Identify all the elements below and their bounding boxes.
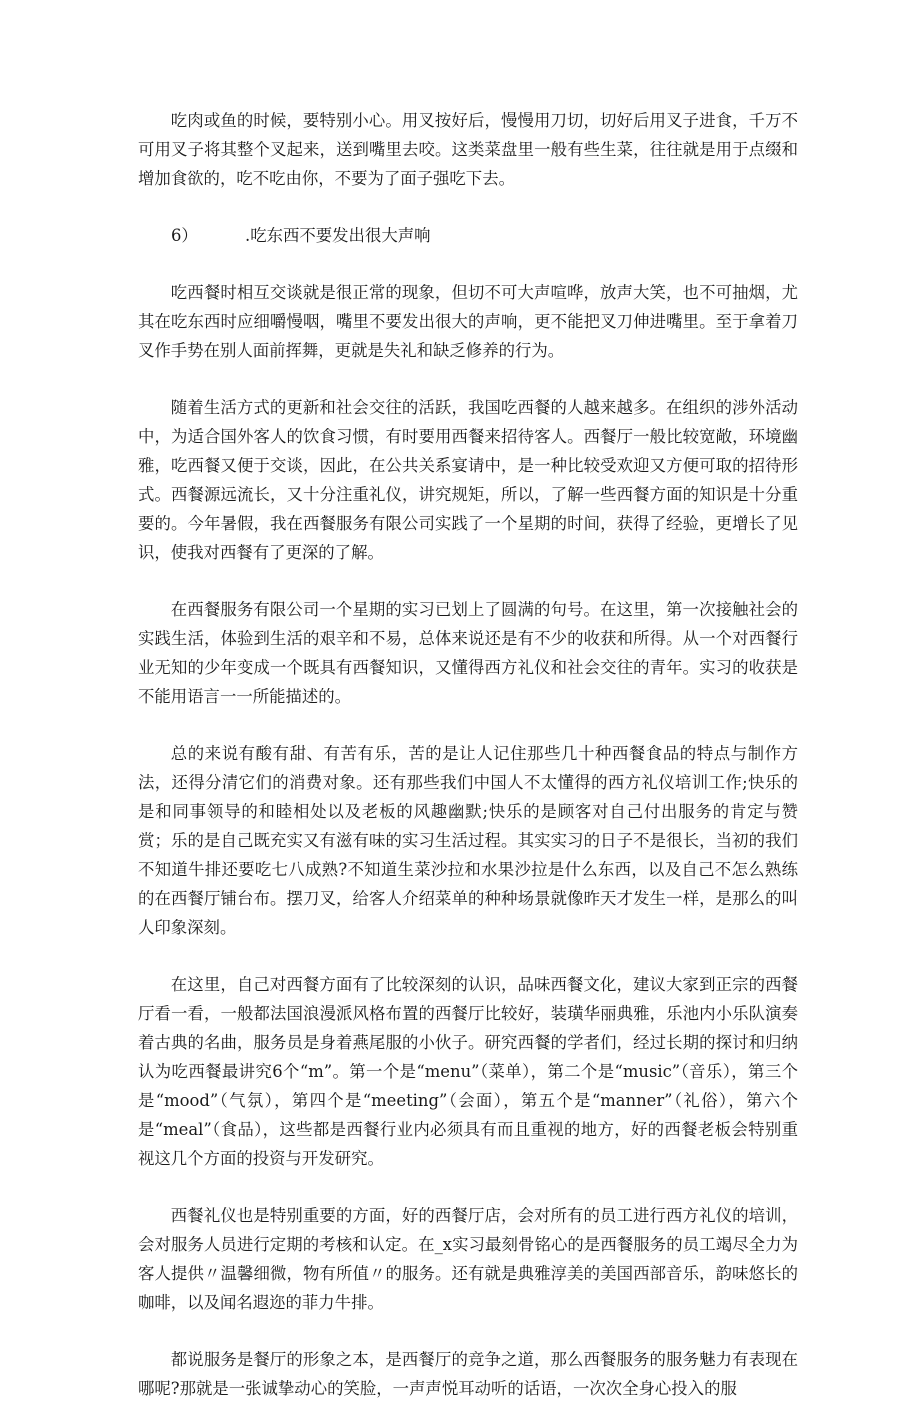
section-heading <box>138 221 798 250</box>
paragraph-4: 在西餐服务有限公司一个星期的实习已划上了圆满的句号。在这里，第一次接触社会的实践生活，体验到生活的艰辛和不易，总体来说还是有不少的收获和所得。从一个对西餐行业无知的少年变成一个既具有西餐知识，又懂得西方礼仪和社会交往的青年。实习的收获是不能用语言一一所能描述的。 <box>138 600 798 706</box>
paragraph-2: 吃西餐时相互交谈就是很正常的现象，但切不可大声喧哗，放声大笑，也不可抽烟，尤其在吃东西时应细嚼慢咽，嘴里不要发出很大的声响，更不能把叉刀伸进嘴里。至于拿着刀叉作手势在别人面前挥舞，更就是失礼和缺乏修养的行为。 <box>138 283 798 360</box>
heading-text: .吃东西不要发出很大声响 <box>245 226 431 245</box>
paragraph-5: 总的来说有酸有甜、有苦有乐，苦的是让人记住那些几十种西餐食品的特点与制作方法，还得分清它们的消费对象。还有那些我们中国人不太懂得的西方礼仪培训工作;快乐的是和同事领导的和睦相处以及老板的风趣幽默;快乐的是顾客对自己付出服务的肯定与赞赏；乐的是自己既充实又有滋有味的实习生活过程。其实实习的日子不是很长，当初的我们不知道牛排还要吃七八成熟?不知道生菜沙拉和水果沙拉是什么东西，以及自己不怎么熟练的在西餐厅铺台布。摆刀叉，给客人介绍菜单的种种场景就像昨天才发生一样，是那么的叫人印象深刻。 <box>138 744 798 937</box>
paragraph-6: 在这里，自己对西餐方面有了比较深刻的认识，品味西餐文化，建议大家到正宗的西餐厅看一看，一般都法国浪漫派风格布置的西餐厅比较好，装璜华丽典雅，乐池内小乐队演奏着古典的名曲，服务员是身着燕尾服的小伙子。研究西餐的学者们，经过长期的探讨和归纳认为吃西餐最讲究6个“m”。第一个是“menu”（菜单），第二个是“music”（音乐），第三个是“mood”（气氛），第四个是“meeting”（会面），第五个是“manner”（礼俗），第六个是“meal”（食品），这些都是西餐行业内必须具有而且重视的地方，好的西餐老板会特别重视这几个方面的投资与开发研究。 <box>138 975 798 1168</box>
heading-number: 6） <box>171 226 198 245</box>
paragraph-8: 都说服务是餐厅的形象之本，是西餐厅的竞争之道，那么西餐服务的服务魅力有表现在哪呢?那就是一张诚挚动心的笑脸，一声声悦耳动听的话语，一次次全身心投入的服 <box>138 1350 798 1398</box>
paragraph-7: 西餐礼仪也是特别重要的方面，好的西餐厅店，会对所有的员工进行西方礼仪的培训，会对服务人员进行定期的考核和认定。在_x实习最刻骨铭心的是西餐服务的员工竭尽全力为客人提供〃温馨细微，物有所值〃的服务。还有就是典雅淳美的美国西部音乐，韵味悠长的咖啡，以及闻名遐迩的菲力牛排。 <box>138 1206 798 1312</box>
paragraph-3: 随着生活方式的更新和社会交往的活跃，我国吃西餐的人越来越多。在组织的涉外活动中，为适合国外客人的饮食习惯，有时要用西餐来招待客人。西餐厅一般比较宽敞，环境幽雅，吃西餐又便于交谈，因此，在公共关系宴请中，是一种比较受欢迎又方便可取的招待形式。西餐源远流长，又十分注重礼仪，讲究规矩，所以，了解一些西餐方面的知识是十分重要的。今年暑假，我在西餐服务有限公司实践了一个星期的时间，获得了经验，更增长了见识，使我对西餐有了更深的了解。 <box>138 398 798 562</box>
document-body <box>138 106 798 1403</box>
paragraph-1: 吃肉或鱼的时候，要特别小心。用叉按好后，慢慢用刀切，切好后用叉子进食，千万不可用叉子将其整个叉起来，送到嘴里去咬。这类菜盘里一般有些生菜，往往就是用于点缀和增加食欲的，吃不吃由你，不要为了面子强吃下去。 <box>138 111 798 188</box>
